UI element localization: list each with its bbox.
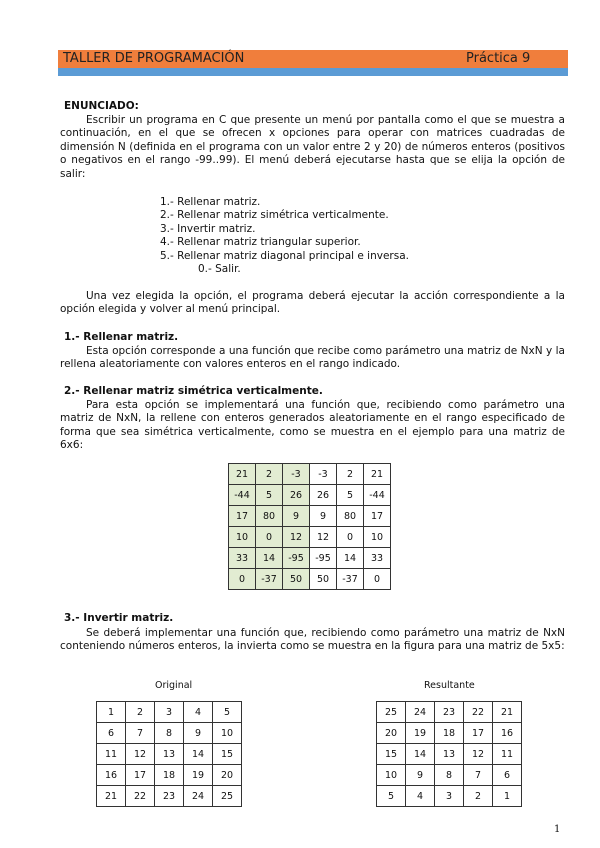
table-cell: 11 bbox=[493, 744, 522, 765]
table-cell: 13 bbox=[155, 744, 184, 765]
table-cell: 14 bbox=[406, 744, 435, 765]
table-cell: 12 bbox=[126, 744, 155, 765]
table-cell: 10 bbox=[364, 527, 391, 548]
table-cell: -37 bbox=[337, 569, 364, 590]
table-cell: 22 bbox=[126, 786, 155, 807]
table-cell: 80 bbox=[337, 506, 364, 527]
table-cell: 23 bbox=[435, 702, 464, 723]
table-cell: -44 bbox=[229, 485, 256, 506]
enunciado-intro: Escribir un programa en C que presente un menú por pantalla como el que se muestra a continuación, en el que se ofrecen x opciones para operar con matrices cuadradas de dimensión N (definida en el programa con un valor entre 2 y 20) de números enteros (positivos o negativos en el rango -99..99). El menú deberá ejecutarse hasta que se elija la opción de salir: bbox=[60, 114, 565, 180]
table-cell: 14 bbox=[337, 548, 364, 569]
table-cell: 20 bbox=[213, 765, 242, 786]
menu-item: 1.- Rellenar matriz. bbox=[160, 196, 261, 208]
menu-item-exit: 0.- Salir. bbox=[198, 263, 241, 276]
table-cell: 10 bbox=[213, 723, 242, 744]
menu-item: 2.- Rellenar matriz simétrica verticalmente. bbox=[160, 209, 389, 222]
table-cell: 33 bbox=[364, 548, 391, 569]
table-row bbox=[229, 464, 391, 485]
table-cell: 16 bbox=[493, 723, 522, 744]
menu-item: 5.- Rellenar matriz diagonal principal e inversa. bbox=[160, 249, 409, 262]
table-cell: 0 bbox=[364, 569, 391, 590]
table-cell: 8 bbox=[155, 723, 184, 744]
table-cell: 17 bbox=[464, 723, 493, 744]
table-cell: 26 bbox=[283, 485, 310, 506]
header-bar bbox=[58, 50, 568, 68]
table-cell: 17 bbox=[364, 506, 391, 527]
result-matrix-table bbox=[376, 701, 522, 807]
table-cell: 24 bbox=[184, 786, 213, 807]
table-cell: 2 bbox=[464, 786, 493, 807]
table-cell: 2 bbox=[126, 702, 155, 723]
table-cell: 1 bbox=[97, 702, 126, 723]
result-label: Resultante bbox=[424, 680, 475, 691]
table-row bbox=[229, 569, 391, 590]
table-cell: 7 bbox=[464, 765, 493, 786]
section2-text: Para esta opción se implementará una función que, recibiendo como parámetro una matriz de NxN, la rellene con enteros generados aleatoriamente en el rango especificado de forma que sea simétrica verticalmente, como se muestra en el ejemplo para una matriz de 6x6: bbox=[60, 399, 565, 452]
table-cell: 14 bbox=[256, 548, 283, 569]
enunciado-heading: ENUNCIADO: bbox=[64, 100, 139, 112]
table-row bbox=[229, 527, 391, 548]
table-cell: 0 bbox=[256, 527, 283, 548]
header-practica: Práctica 9 bbox=[466, 51, 531, 66]
original-matrix-table bbox=[96, 701, 242, 807]
table-cell: 5 bbox=[213, 702, 242, 723]
table-cell: -3 bbox=[310, 464, 337, 485]
table-row bbox=[97, 702, 242, 723]
table-cell: 2 bbox=[337, 464, 364, 485]
table-cell: 8 bbox=[435, 765, 464, 786]
table-cell: 23 bbox=[155, 786, 184, 807]
table-cell: 21 bbox=[493, 702, 522, 723]
table-cell: 10 bbox=[229, 527, 256, 548]
table-cell: 12 bbox=[310, 527, 337, 548]
table-cell: 13 bbox=[435, 744, 464, 765]
table-cell: 20 bbox=[377, 723, 406, 744]
table-row bbox=[377, 744, 522, 765]
menu-list bbox=[160, 196, 409, 276]
table-cell: 17 bbox=[126, 765, 155, 786]
section2-heading: 2.- Rellenar matriz simétrica verticalmente. bbox=[64, 385, 323, 397]
table-cell: 25 bbox=[213, 786, 242, 807]
table-cell: 16 bbox=[97, 765, 126, 786]
table-row bbox=[377, 765, 522, 786]
table-cell: 21 bbox=[97, 786, 126, 807]
table-cell: 15 bbox=[213, 744, 242, 765]
table-cell: 19 bbox=[406, 723, 435, 744]
table-cell: 1 bbox=[493, 786, 522, 807]
table-cell: 9 bbox=[283, 506, 310, 527]
section3-heading: 3.- Invertir matriz. bbox=[64, 612, 174, 624]
table-cell: 3 bbox=[435, 786, 464, 807]
section3-text: Se deberá implementar una función que, recibiendo como parámetro una matriz de NxN conteniendo números enteros, la invierta como se muestra en la figura para una matriz de 5x5: bbox=[60, 627, 565, 653]
table-cell: 25 bbox=[377, 702, 406, 723]
table-cell: 33 bbox=[229, 548, 256, 569]
table-cell: 6 bbox=[493, 765, 522, 786]
symmetric-matrix-table bbox=[228, 463, 391, 590]
enunciado-after: Una vez elegida la opción, el programa deberá ejecutar la acción correspondiente a la opción elegida y volver al menú principal. bbox=[60, 290, 565, 316]
table-row bbox=[229, 506, 391, 527]
table-row bbox=[377, 786, 522, 807]
table-cell: 17 bbox=[229, 506, 256, 527]
table-cell: 12 bbox=[464, 744, 493, 765]
table-cell: 4 bbox=[184, 702, 213, 723]
table-cell: -95 bbox=[310, 548, 337, 569]
table-row bbox=[377, 723, 522, 744]
table-cell: -44 bbox=[364, 485, 391, 506]
table-row bbox=[97, 765, 242, 786]
table-cell: 11 bbox=[97, 744, 126, 765]
table-cell: 21 bbox=[364, 464, 391, 485]
table-row bbox=[97, 744, 242, 765]
table-cell: 18 bbox=[435, 723, 464, 744]
table-cell: 10 bbox=[377, 765, 406, 786]
section1-heading: 1.- Rellenar matriz. bbox=[64, 331, 179, 343]
table-cell: 26 bbox=[310, 485, 337, 506]
table-cell: 21 bbox=[229, 464, 256, 485]
table-cell: 24 bbox=[406, 702, 435, 723]
page-number: 1 bbox=[554, 824, 561, 835]
section1-text: Esta opción corresponde a una función que recibe como parámetro una matriz de NxN y la rellena aleatoriamente con valores enteros en el rango indicado. bbox=[60, 345, 565, 371]
table-cell: 22 bbox=[464, 702, 493, 723]
table-cell: 0 bbox=[229, 569, 256, 590]
table-cell: 15 bbox=[377, 744, 406, 765]
table-cell: 9 bbox=[310, 506, 337, 527]
table-cell: -95 bbox=[283, 548, 310, 569]
table-row bbox=[97, 723, 242, 744]
table-cell: 12 bbox=[283, 527, 310, 548]
table-cell: 9 bbox=[184, 723, 213, 744]
table-cell: 4 bbox=[406, 786, 435, 807]
table-cell: 14 bbox=[184, 744, 213, 765]
header-title: TALLER DE PROGRAMACIÓN bbox=[63, 51, 245, 66]
table-cell: -37 bbox=[256, 569, 283, 590]
table-cell: 80 bbox=[256, 506, 283, 527]
original-label: Original bbox=[155, 680, 193, 691]
table-cell: 9 bbox=[406, 765, 435, 786]
menu-item: 4.- Rellenar matriz triangular superior. bbox=[160, 236, 361, 249]
table-cell: 5 bbox=[256, 485, 283, 506]
table-cell: 6 bbox=[97, 723, 126, 744]
table-cell: 5 bbox=[377, 786, 406, 807]
header-underline bbox=[58, 68, 568, 76]
table-row bbox=[377, 702, 522, 723]
table-cell: 5 bbox=[337, 485, 364, 506]
menu-item: 3.- Invertir matriz. bbox=[160, 222, 256, 235]
table-cell: 18 bbox=[155, 765, 184, 786]
table-cell: 50 bbox=[310, 569, 337, 590]
table-cell: 2 bbox=[256, 464, 283, 485]
table-cell: 0 bbox=[337, 527, 364, 548]
table-cell: -3 bbox=[283, 464, 310, 485]
table-cell: 3 bbox=[155, 702, 184, 723]
table-row bbox=[229, 485, 391, 506]
table-row bbox=[97, 786, 242, 807]
table-row bbox=[229, 548, 391, 569]
table-cell: 19 bbox=[184, 765, 213, 786]
table-cell: 50 bbox=[283, 569, 310, 590]
table-cell: 7 bbox=[126, 723, 155, 744]
